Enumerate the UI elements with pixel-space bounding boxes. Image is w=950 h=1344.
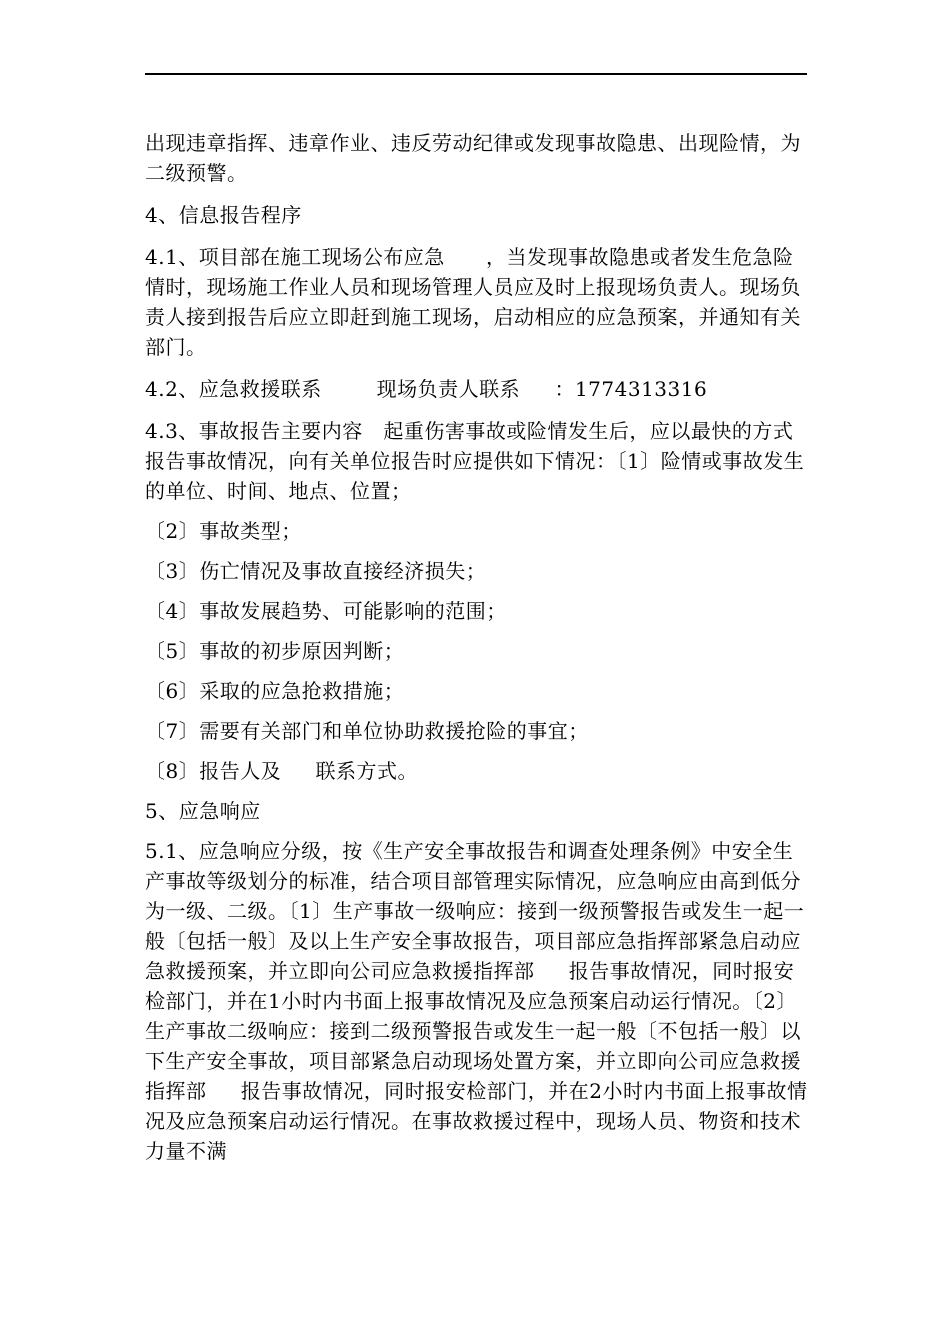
list-item: 〔5〕事故的初步原因判断； [145, 639, 405, 663]
heading-emergency-response: 5、应急响应 [145, 799, 261, 823]
header-rule [145, 73, 807, 75]
list-item: 〔3〕伤亡情况及事故直接经济损失； [145, 559, 487, 583]
paragraph-5-1: 5.1、应急响应分级，按《生产安全事故报告和调查处理条例》中安全生产事故等级划分的标准，结合项目部管理实际情况，应急响应由高到低分为一级、二级。〔1〕生产事故一级响应：接到一级预警报告或发生一起一般〔包括一般〕及以上生产安全事故报告，项目部应急指挥部紧急启动应急救援预案，并立即向公司应急救援指挥部 报告事故情况，同时报安检部门，并在1小时内书面上报事故情况及应急预案启动运行情况。〔2〕生产事故二级响应：接到二级预警报告或发生一起一般〔不包括一般〕以下生产安全事故，项目部紧急启动现场处置方案，并立即向公司应急救援指挥部 报告事故情况，同时报安检部门，并在2小时内书面上报事故情况及应急预案启动运行情况。在事故救援过程中，现场人员、物资和技术力量不满 [145, 839, 808, 1163]
paragraph-4-3: 4.3、事故报告主要内容 起重伤害事故或险情发生后，应以最快的方式报告事故情况，向有关单位报告时应提供如下情况：〔1〕险情或事故发生的单位、时间、地点、位置； [145, 419, 805, 503]
paragraph-4-1: 4.1、项目部在施工现场公布应急 ，当发现事故隐患或者发生危急险情时，现场施工作业人员和现场管理人员应及时上报现场负责人。现场负责人接到报告后应立即赶到施工现场，启动相应的应急预案，并通知有关部门。 [145, 245, 801, 359]
list-item: 〔7〕需要有关部门和单位协助救援抢险的事宜； [145, 719, 589, 743]
heading-info-report: 4、信息报告程序 [145, 203, 302, 227]
list-item: 〔2〕事故类型； [145, 519, 302, 543]
document-body [145, 128, 810, 1166]
list-item: 〔6〕采取的应急抢救措施； [145, 679, 405, 703]
paragraph-4-2: 4.2、应急救援联系 现场负责人联系 ：1774313316 [145, 377, 708, 401]
list-item: 〔8〕报告人及 联系方式。 [145, 759, 419, 783]
paragraph-warning-level: 出现违章指挥、违章作业、违反劳动纪律或发现事故隐患、出现险情，为二级预警。 [145, 131, 801, 185]
list-item: 〔4〕事故发展趋势、可能影响的范围； [145, 599, 507, 623]
